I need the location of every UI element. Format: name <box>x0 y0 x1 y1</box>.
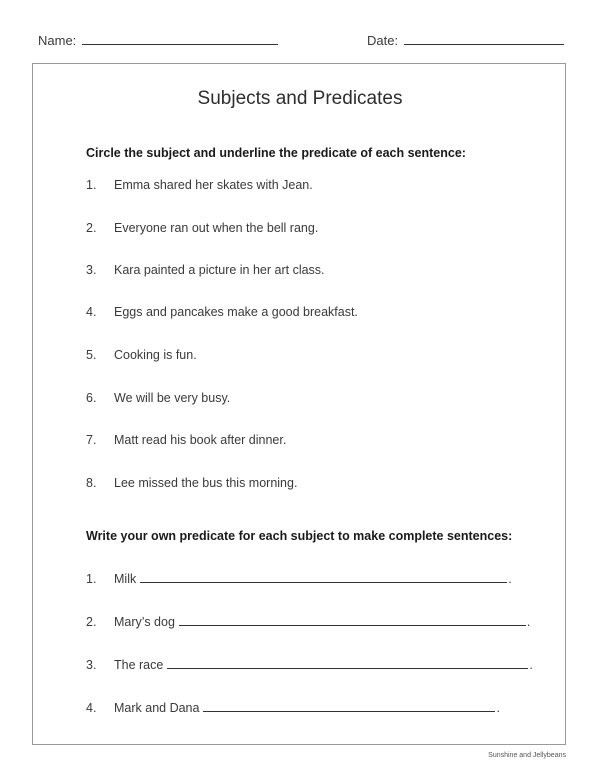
subject-text: Milk <box>114 572 137 586</box>
sentence-item <box>86 178 313 192</box>
item-number: 1. <box>86 572 97 586</box>
footer-credit: Sunshine and Jellybeans <box>488 752 566 759</box>
sentence-item <box>86 305 358 319</box>
sentence-item <box>86 348 197 362</box>
answer-line[interactable] <box>140 581 507 583</box>
section1-instruction: Circle the subject and underline the predicate of each sentence: <box>86 146 466 160</box>
name-blank-line[interactable] <box>82 43 278 45</box>
period: . <box>526 615 531 629</box>
predicate-item <box>86 572 512 586</box>
date-blank-line[interactable] <box>404 43 564 45</box>
sentence-item <box>86 263 325 277</box>
item-text: Kara painted a picture in her art class. <box>114 263 325 277</box>
item-number: 6. <box>86 391 97 405</box>
item-text: Emma shared her skates with Jean. <box>114 178 313 192</box>
subject-text: The race <box>114 658 164 672</box>
section2-instruction: Write your own predicate for each subject to make complete sentences: <box>86 529 513 543</box>
answer-line[interactable] <box>179 624 526 626</box>
item-number: 7. <box>86 433 97 447</box>
predicate-item <box>86 701 500 715</box>
subject-text: Mark and Dana <box>114 701 200 715</box>
sentence-item <box>86 433 286 447</box>
answer-line[interactable] <box>203 710 495 712</box>
item-number: 5. <box>86 348 97 362</box>
period: . <box>529 658 533 672</box>
worksheet-title: Subjects and Predicates <box>197 88 403 109</box>
period: . <box>508 572 512 586</box>
item-number: 3. <box>86 658 97 672</box>
item-number: 4. <box>86 305 97 319</box>
item-text: Cooking is fun. <box>114 348 197 362</box>
sentence-item <box>86 391 230 405</box>
item-number: 8. <box>86 476 97 490</box>
predicate-item <box>86 658 533 672</box>
sentence-item <box>86 476 297 490</box>
item-text: Everyone ran out when the bell rang. <box>114 221 319 235</box>
item-number: 3. <box>86 263 97 277</box>
predicate-item <box>86 615 530 629</box>
name-field[interactable] <box>38 33 278 48</box>
item-number: 4. <box>86 701 97 715</box>
date-field[interactable] <box>367 33 564 48</box>
item-text: Matt read his book after dinner. <box>114 433 287 447</box>
sentence-item <box>86 221 318 235</box>
item-number: 1. <box>86 178 97 192</box>
date-label: Date: <box>367 33 399 48</box>
subject-text: Mary’s dog <box>114 615 175 629</box>
item-text: Lee missed the bus this morning. <box>114 476 298 490</box>
item-text: Eggs and pancakes make a good breakfast. <box>114 305 358 319</box>
name-label: Name: <box>38 33 77 48</box>
item-number: 2. <box>86 615 97 629</box>
answer-line[interactable] <box>167 667 528 669</box>
item-text: We will be very busy. <box>114 391 231 405</box>
item-number: 2. <box>86 221 97 235</box>
period: . <box>496 701 500 715</box>
